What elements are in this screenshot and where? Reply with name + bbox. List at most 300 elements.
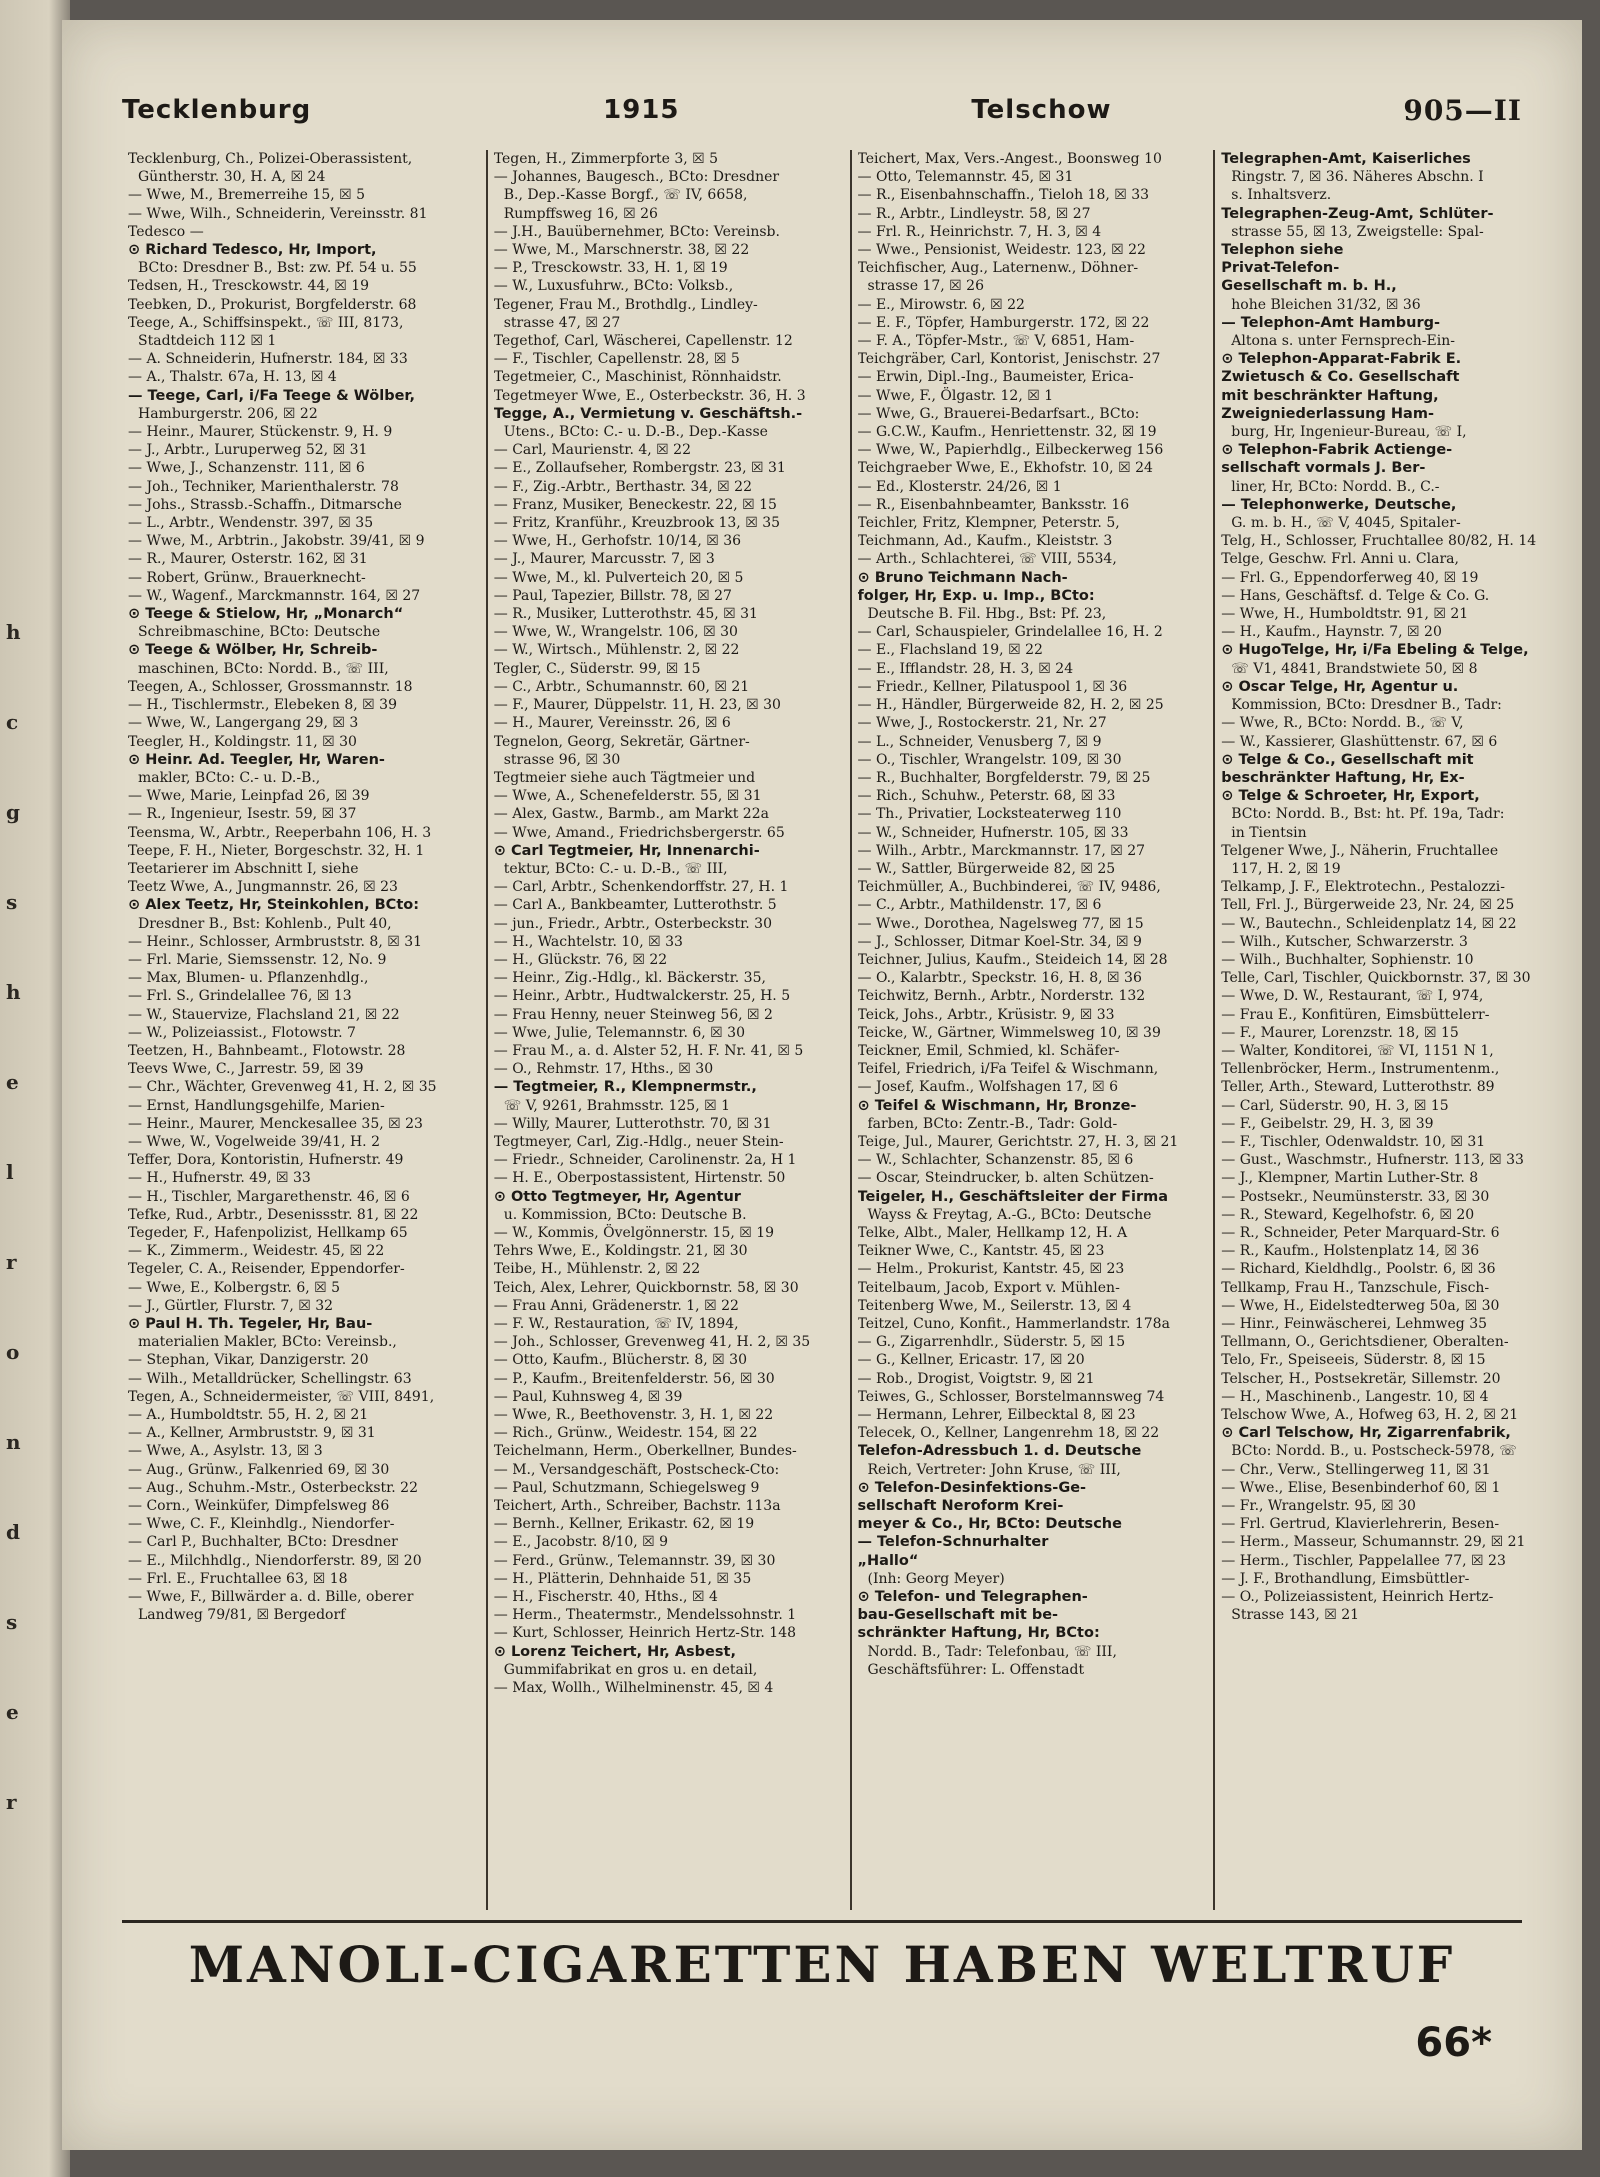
directory-entry: — J., Arbtr., Luruperweg 52, ☒ 31 [128,442,368,459]
directory-entry: Teichmüller, A., Buchbinderei, ☏ IV, 9486, [857,879,1161,896]
directory-entry: „Hallo“ [857,1552,919,1569]
directory-entry: G. m. b. H., ☏ V, 4045, Spitaler- [1231,515,1461,532]
directory-entry: — Wwe, R., Beethovenstr. 3, H. 1, ☒ 22 [493,1407,774,1424]
directory-entry: — E., Zollaufseher, Rombergstr. 23, ☒ 31 [493,460,786,477]
directory-entry: Teichgraeber Wwe, E., Ekhofstr. 10, ☒ 24 [857,460,1153,477]
directory-entry: — G.C.W., Kaufm., Henriettenstr. 32, ☒ 19 [857,424,1157,441]
directory-entry: bau-Gesellschaft mit be- [857,1607,1059,1624]
directory-entry: Teepe, F. H., Nieter, Borgeschstr. 32, H. 1 [128,842,425,859]
directory-entry: ⊙ Alex Teetz, Hr, Steinkohlen, BCto: [128,897,420,914]
directory-entry: — Postsekr., Neumünsterstr. 33, ☒ 30 [1221,1188,1490,1205]
directory-entry: Teller, Arth., Steward, Lutterothstr. 89 [1221,1079,1495,1096]
directory-entry: — Wwe, H., Gerhofstr. 10/14, ☒ 36 [493,533,742,550]
directory-entry: — J., Schlosser, Ditmar Koel-Str. 34, ☒ 9 [857,933,1142,950]
directory-entry: — J., Klempner, Martin Luther-Str. 8 [1221,1170,1479,1187]
directory-entry: Tedesco — [128,223,204,240]
directory-entry: Teige, Jul., Maurer, Gerichtstr. 27, H. 3, ☒ 21 [857,1133,1179,1150]
directory-entry: — A. Schneiderin, Hufnerstr. 184, ☒ 33 [128,351,408,368]
previous-page-fragment: s [6,1610,18,1634]
directory-entry: ⊙ Telge & Schroeter, Hr, Export, [1221,788,1480,805]
directory-entry: ⊙ Teege & Stielow, Hr, „Monarch“ [128,606,404,623]
directory-entry: s. Inhaltsverz. [1231,187,1332,204]
directory-entry: — Wwe, E., Kolbergstr. 6, ☒ 5 [128,1279,341,1296]
directory-entry: Tegen, H., Zimmerpforte 3, ☒ 5 [493,151,719,167]
directory-entry: — C., Arbtr., Mathildenstr. 17, ☒ 6 [857,897,1102,914]
directory-entry: Schreibmaschine, BCto: Deutsche [138,624,381,641]
directory-entry: — Wwe., Pensionist, Weidestr. 123, ☒ 22 [857,242,1146,259]
directory-entry: Teibe, H., Mühlenstr. 2, ☒ 22 [493,1261,701,1278]
directory-entry: — G., Kellner, Ericastr. 17, ☒ 20 [857,1352,1085,1369]
directory-entry: Nordd. B., Tadr: Telefonbau, ☏ III, [867,1643,1117,1660]
directory-entry: Tegtmeyer, Carl, Zig.-Hdlg., neuer Stein- [493,1133,784,1150]
directory-entry: — Frl. S., Grindelallee 76, ☒ 13 [128,988,352,1005]
directory-entry: — Carl, Arbtr., Schenkendorffstr. 27, H. 1 [493,879,789,896]
directory-entry: Telschow Wwe, A., Hofweg 63, H. 2, ☒ 21 [1221,1407,1519,1424]
directory-entry: — L., Arbtr., Wendenstr. 397, ☒ 35 [128,515,374,532]
directory-entry: — O., Polizeiassistent, Heinrich Hertz- [1221,1589,1494,1606]
directory-entry: Privat-Telefon- [1221,260,1340,277]
directory-entry: Teickner, Emil, Schmied, kl. Schäfer- [857,1042,1120,1059]
directory-entry: — Herm., Masseur, Schumannstr. 29, ☒ 21 [1221,1534,1526,1551]
directory-entry: — H., Fischerstr. 40, Hths., ☒ 4 [493,1589,718,1606]
directory-entry: — R., Ingenieur, Isestr. 59, ☒ 37 [128,806,357,823]
directory-entry: B., Dep.-Kasse Borgf., ☏ IV, 6658, [503,187,748,204]
directory-entry: Gesellschaft m. b. H., [1221,278,1397,295]
directory-entry: — Wwe, W., Papierhdlg., Eilbeckerweg 156 [857,442,1164,459]
directory-entry: — Wwe, M., Bremerreihe 15, ☒ 5 [128,187,366,204]
directory-entry: strasse 47, ☒ 27 [503,314,621,331]
directory-entry: — Wwe, C. F., Kleinhdlg., Niendorfer- [128,1516,395,1533]
directory-entry: Tegge, A., Vermietung v. Geschäftsh.- [493,405,803,422]
directory-entry: Tecklenburg, Ch., Polizei-Oberassistent, [128,151,413,167]
directory-entry: — Erwin, Dipl.-Ing., Baumeister, Erica- [857,369,1134,386]
directory-entry: Reich, Vertreter: John Kruse, ☏ III, [867,1461,1121,1478]
directory-entry: Dresdner B., Bst: Kohlenb., Pult 40, [138,915,392,932]
directory-entry: BCto: Nordd. B., u. Postscheck-5978, ☏ [1231,1443,1517,1460]
directory-entry: — Paul, Tapezier, Billstr. 78, ☒ 27 [493,587,732,604]
directory-entry: — Fritz, Kranführ., Kreuzbrook 13, ☒ 35 [493,515,781,532]
directory-entry: — Otto, Kaufm., Blücherstr. 8, ☒ 30 [493,1352,747,1369]
directory-entry: — Wwe, W., Vogelweide 39/41, H. 2 [128,1133,380,1150]
directory-entry: — Wwe, M., Arbtrin., Jakobstr. 39/41, ☒ 9 [128,533,425,550]
directory-entry: Tegetmeier, C., Maschinist, Rönnhaidstr. [493,369,782,386]
directory-entry: Ringstr. 7, ☒ 36. Näheres Abschn. I [1231,169,1484,186]
directory-entry: — Carl, Maurienstr. 4, ☒ 22 [493,442,691,459]
directory-entry: — H., Maschinenb., Langestr. 10, ☒ 4 [1221,1388,1489,1405]
directory-entry: — Johannes, Baugesch., BCto: Dresdner [493,169,780,186]
directory-entry: — Kurt, Schlosser, Heinrich Hertz-Str. 148 [493,1625,797,1642]
directory-entry: ⊙ Telephon-Apparat-Fabrik E. [1221,351,1462,368]
directory-entry: — Aug., Grünw., Falkenried 69, ☒ 30 [128,1461,390,1478]
directory-entry: — Wwe, J., Rostockerstr. 21, Nr. 27 [857,715,1107,732]
directory-entry: — Alex, Gastw., Barmb., am Markt 22a [493,806,769,823]
directory-entry: — R., Steward, Kegelhofstr. 6, ☒ 20 [1221,1206,1475,1223]
directory-entry: Teitenberg Wwe, M., Seilerstr. 13, ☒ 4 [857,1297,1132,1314]
directory-entry: Teichgräber, Carl, Kontorist, Jenischstr. 27 [857,351,1161,368]
directory-column [850,150,1214,1910]
directory-entry: ⊙ Teege & Wölber, Hr, Schreib- [128,642,378,659]
directory-entry: strasse 96, ☒ 30 [503,751,621,768]
directory-entry: — Joh., Schlosser, Grevenweg 41, H. 2, ☒ 35 [493,1334,811,1351]
previous-page-fragment: h [6,980,21,1004]
directory-entry: — Telephonwerke, Deutsche, [1221,496,1457,513]
directory-entry: — Hans, Geschäftsf. d. Telge & Co. G. [1221,587,1490,604]
directory-entry: ⊙ HugoTelge, Hr, i/Fa Ebeling & Telge, [1221,642,1529,659]
previous-page-fragment: l [6,1160,14,1184]
directory-entry: — Wwe, D. W., Restaurant, ☏ I, 974, [1221,988,1484,1005]
directory-entry: BCto: Dresdner B., Bst: zw. Pf. 54 u. 55 [138,260,417,277]
directory-entry: Teichler, Fritz, Klempner, Peterstr. 5, [857,515,1120,532]
directory-entry: — F., Maurer, Lorenzstr. 18, ☒ 15 [1221,1024,1459,1041]
directory-entry: — W., Luxusfuhrw., BCto: Volksb., [493,278,734,295]
directory-entry: Teetarierer im Abschnitt I, siehe [128,860,359,877]
directory-entry: ⊙ Paul H. Th. Tegeler, Hr, Bau- [128,1316,373,1332]
directory-entry: — R., Kaufm., Holstenplatz 14, ☒ 36 [1221,1243,1480,1260]
directory-entry: — F., Tischler, Capellenstr. 28, ☒ 5 [493,351,740,368]
directory-entry: Teicke, W., Gärtner, Wimmelsweg 10, ☒ 39 [857,1024,1161,1041]
directory-entry: Tellkamp, Frau H., Tanzschule, Fisch- [1221,1279,1490,1296]
directory-entry: — Teege, Carl, i/Fa Teege & Wölber, [128,387,415,404]
directory-entry: sellschaft vormals J. Ber- [1221,460,1426,477]
directory-entry: Teitzel, Cuno, Konfit., Hammerlandstr. 178a [857,1316,1170,1332]
directory-entry: — Bernh., Kellner, Erikastr. 62, ☒ 19 [493,1516,755,1533]
directory-entry: — Friedr., Schneider, Carolinenstr. 2a, H 1 [493,1152,797,1169]
directory-entry: — jun., Friedr., Arbtr., Osterbeckstr. 30 [493,915,772,932]
directory-entry: beschränkter Haftung, Hr, Ex- [1221,769,1465,786]
directory-entry: — H., Händler, Bürgerweide 82, H. 2, ☒ 25 [857,697,1164,714]
directory-entry: — R., Musiker, Lutterothstr. 45, ☒ 31 [493,606,758,623]
directory-entry: ⊙ Oscar Telge, Hr, Agentur u. [1221,678,1459,695]
advertisement-banner: MANOLI-CIGARETTEN HABEN WELTRUF [188,1935,1456,1994]
directory-entry: — Wwe, F., Ölgastr. 12, ☒ 1 [857,387,1054,404]
directory-entry: in Tientsin [1231,824,1307,841]
directory-entry: burg, Hr, Ingenieur-Bureau, ☏ I, [1231,424,1467,441]
previous-page-fragment: d [6,1520,20,1544]
directory-entry: Teevs Wwe, C., Jarrestr. 59, ☒ 39 [128,1061,364,1078]
directory-entry: — W., Wirtsch., Mühlenstr. 2, ☒ 22 [493,642,740,659]
directory-entry: meyer & Co., Hr, BCto: Deutsche [857,1516,1122,1533]
directory-entry: Teebken, D., Prokurist, Borgfelderstr. 68 [128,296,417,313]
directory-entry: folger, Hr, Exp. u. Imp., BCto: [857,587,1095,604]
directory-entry: — W., Kommis, Övelgönnerstr. 15, ☒ 19 [493,1224,775,1241]
bottom-rule [122,1920,1522,1923]
directory-entry: — Fr., Wrangelstr. 95, ☒ 30 [1221,1498,1416,1515]
directory-entry: — J. F., Brothandlung, Eimsbüttler- [1221,1570,1470,1587]
directory-entry: ⊙ Otto Tegtmeyer, Hr, Agentur [493,1188,741,1205]
directory-entry: Teege, A., Schiffsinspekt., ☏ III, 8173, [128,314,404,331]
directory-entry: — Carl, Süderstr. 90, H. 3, ☒ 15 [1221,1097,1449,1114]
directory-entry: Tellenbröcker, Herm., Instrumentenm., [1221,1061,1500,1078]
directory-entry: — A., Kellner, Armbruststr. 9, ☒ 31 [128,1425,376,1442]
directory-entry: Telephon siehe [1221,242,1344,259]
directory-entry: — O., Kalarbtr., Speckstr. 16, H. 8, ☒ 36 [857,970,1142,987]
directory-entry: — Aug., Schuhm.-Mstr., Osterbeckstr. 22 [128,1479,418,1496]
directory-entry: Tefke, Rud., Arbtr., Desenissstr. 81, ☒ 22 [128,1206,419,1223]
directory-entry: — R., Eisenbahnschaffn., Tieloh 18, ☒ 33 [857,187,1150,204]
directory-entry: — Wilh., Arbtr., Marckmannstr. 17, ☒ 27 [857,842,1146,859]
directory-entry: Teichelmann, Herm., Oberkellner, Bundes- [493,1443,797,1460]
directory-entry: — Wwe, Amand., Friedrichsbergerstr. 65 [493,824,785,841]
directory-entry: — G., Zigarrenhdlr., Süderstr. 5, ☒ 15 [857,1334,1126,1351]
directory-entry: ⊙ Telge & Co., Gesellschaft mit [1221,751,1474,768]
directory-entry: Telke, Albt., Maler, Hellkamp 12, H. A [857,1224,1128,1241]
directory-entry: — J., Maurer, Marcusstr. 7, ☒ 3 [493,551,715,568]
directory-entry: — K., Zimmerm., Weidestr. 45, ☒ 22 [128,1243,385,1260]
directory-entry: Telg, H., Schlosser, Fruchtallee 80/82, H. 14 [1221,533,1537,550]
directory-entry: — H., Tischler, Margarethenstr. 46, ☒ 6 [128,1188,410,1205]
directory-entry: — Rich., Schuhw., Peterstr. 68, ☒ 33 [857,788,1116,805]
directory-entry: Tegen, A., Schneidermeister, ☏ VIII, 8491, [128,1388,435,1405]
directory-entry: — Frau E., Konfitüren, Eimsbüttelerr- [1221,1006,1490,1023]
previous-page-fragment: e [6,1070,19,1094]
directory-entry: — Carl, Schauspieler, Grindelallee 16, H. 2 [857,624,1163,641]
directory-entry: Teetzen, H., Bahnbeamt., Flotowstr. 28 [128,1042,406,1059]
directory-entry: Geschäftsführer: L. Offenstadt [867,1661,1085,1678]
directory-entry: Tehrs Wwe, E., Koldingstr. 21, ☒ 30 [493,1243,748,1260]
directory-entry: ☏ V, 9261, Brahmsstr. 125, ☒ 1 [503,1097,730,1114]
directory-entry: Teichmann, Ad., Kaufm., Kleiststr. 3 [857,533,1113,550]
directory-entry: Zweigniederlassung Ham- [1221,405,1434,422]
previous-page-fragment: o [6,1340,20,1364]
directory-entry: — Wilh., Buchhalter, Sophienstr. 10 [1221,951,1474,968]
directory-entry: — R., Schneider, Peter Marquard-Str. 6 [1221,1224,1500,1241]
directory-entry: liner, Hr, BCto: Nordd. B., C.- [1231,478,1440,495]
directory-entry: Tegnelon, Georg, Sekretär, Gärtner- [493,733,750,750]
directory-columns [122,150,1577,1910]
directory-entry: hohe Bleichen 31/32, ☒ 36 [1231,296,1421,313]
previous-page-fragment: e [6,1700,19,1724]
directory-entry: — Hermann, Lehrer, Eilbecktal 8, ☒ 23 [857,1407,1136,1424]
directory-entry: — Heinr., Schlosser, Armbruststr. 8, ☒ 31 [128,933,423,950]
directory-entry: — Frl. G., Eppendorferweg 40, ☒ 19 [1221,569,1479,586]
directory-entry: — W., Schneider, Hufnerstr. 105, ☒ 33 [857,824,1129,841]
directory-entry: — Corn., Weinküfer, Dimpfelsweg 86 [128,1498,390,1515]
directory-entry: — C., Arbtr., Schumannstr. 60, ☒ 21 [493,678,750,695]
directory-entry: schränkter Haftung, Hr, BCto: [857,1625,1100,1642]
directory-entry: — Wilh., Kutscher, Schwarzerstr. 3 [1221,933,1468,950]
directory-entry: Teichert, Max, Vers.-Angest., Boonsweg 10 [857,151,1162,167]
directory-entry: ⊙ Telefon-Desinfektions-Ge- [857,1479,1087,1496]
directory-entry: — Frau Henny, neuer Steinweg 56, ☒ 2 [493,1006,773,1023]
directory-entry: — H., Kaufm., Haynstr. 7, ☒ 20 [1221,624,1442,641]
directory-entry: — Wwe., Dorothea, Nagelsweg 77, ☒ 15 [857,915,1144,932]
directory-entry: — J., Gürtler, Flurstr. 7, ☒ 32 [128,1297,334,1314]
directory-entry: ⊙ Heinr. Ad. Teegler, Hr, Waren- [128,751,385,768]
directory-entry: Zwietusch & Co. Gesellschaft [1221,369,1460,386]
directory-entry: Telgener Wwe, J., Näherin, Fruchtallee [1221,842,1499,859]
directory-entry: — Johs., Strassb.-Schaffn., Ditmarsche [128,496,402,513]
directory-entry: — E. F., Töpfer, Hamburgerstr. 172, ☒ 22 [857,314,1150,331]
page-header [122,80,1522,140]
directory-entry: ⊙ Lorenz Teichert, Hr, Asbest, [493,1643,736,1660]
directory-entry: — H., Maurer, Vereinsstr. 26, ☒ 6 [493,715,731,732]
directory-entry: maschinen, BCto: Nordd. B., ☏ III, [138,660,389,677]
previous-page-fragment: r [6,1790,17,1814]
directory-entry: — Carl A., Bankbeamter, Lutterothstr. 5 [493,897,777,914]
directory-entry: — Josef, Kaufm., Wolfshagen 17, ☒ 6 [857,1079,1119,1096]
directory-entry: — R., Arbtr., Lindleystr. 58, ☒ 27 [857,205,1091,222]
directory-entry: — H., Glückstr. 76, ☒ 22 [493,951,668,968]
directory-entry: — Paul, Kuhnsweg 4, ☒ 39 [493,1388,683,1405]
directory-entry: — F., Geibelstr. 29, H. 3, ☒ 39 [1221,1115,1434,1132]
directory-entry: — Wwe, M., kl. Pulverteich 20, ☒ 5 [493,569,744,586]
directory-entry: — W., Bautechn., Schleidenplatz 14, ☒ 22 [1221,915,1517,932]
directory-entry: materialien Makler, BCto: Vereinsb., [138,1334,397,1351]
directory-entry: — Wwe, H., Eidelstedterweg 50a, ☒ 30 [1221,1297,1500,1314]
directory-entry: Tegler, C., Süderstr. 99, ☒ 15 [493,660,701,677]
directory-entry: — E., Mirowstr. 6, ☒ 22 [857,296,1025,313]
directory-entry: — W., Wagenf., Marckmannstr. 164, ☒ 27 [128,587,421,604]
directory-entry: — Joh., Techniker, Marienthalerstr. 78 [128,478,399,495]
directory-entry: Teichner, Julius, Kaufm., Steideich 14, ☒ 28 [857,951,1168,968]
directory-entry: — Oscar, Steindrucker, b. alten Schützen- [857,1170,1154,1187]
directory-entry: — F., Tischler, Odenwaldstr. 10, ☒ 31 [1221,1133,1486,1150]
directory-entry: — Ernst, Handlungsgehilfe, Marien- [128,1097,385,1114]
directory-entry: — Wwe, H., Humboldtstr. 91, ☒ 21 [1221,606,1469,623]
directory-entry: — Richard, Kieldhdlg., Poolstr. 6, ☒ 36 [1221,1261,1496,1278]
directory-entry: — Otto, Telemannstr. 45, ☒ 31 [857,169,1074,186]
directory-entry: tektur, BCto: C.- u. D.-B., ☏ III, [503,860,728,877]
directory-entry: — Wwe, W., Wrangelstr. 106, ☒ 30 [493,624,738,641]
directory-entry: — Friedr., Kellner, Pilatuspool 1, ☒ 36 [857,678,1128,695]
directory-entry: — Paul, Schutzmann, Schiegelsweg 9 [493,1479,760,1496]
directory-column [486,150,850,1910]
directory-entry: — Arth., Schlachterei, ☏ VIII, 5534, [857,551,1117,568]
directory-entry: Wayss & Freytag, A.-G., BCto: Deutsche [867,1206,1152,1223]
directory-entry: — R., Buchhalter, Borgfelderstr. 79, ☒ 25 [857,769,1151,786]
directory-entry: Tegener, Frau M., Brothdlg., Lindley- [493,296,758,313]
directory-entry: — R., Maurer, Osterstr. 162, ☒ 31 [128,551,368,568]
directory-entry: — Wwe, A., Asylstr. 13, ☒ 3 [128,1443,323,1460]
directory-entry: strasse 55, ☒ 13, Zweigstelle: Spal- [1231,223,1484,240]
header-left-keyword: Tecklenburg [122,95,312,125]
directory-entry: — Helm., Prokurist, Kantstr. 45, ☒ 23 [857,1261,1125,1278]
directory-entry: — Heinr., Arbtr., Hudtwalckerstr. 25, H. 5 [493,988,791,1005]
previous-page-fragment: s [6,890,18,914]
directory-entry: — Frau M., a. d. Alster 52, H. F. Nr. 41, ☒ 5 [493,1042,804,1059]
directory-entry: u. Kommission, BCto: Deutsche B. [503,1206,747,1223]
previous-page-fragment: c [6,710,19,734]
directory-entry: — Gust., Waschmstr., Hufnerstr. 113, ☒ 33 [1221,1152,1524,1169]
directory-entry: — Frl. Marie, Siemssenstr. 12, No. 9 [128,951,387,968]
directory-entry: Gummifabrikat en gros u. en detail, [503,1661,758,1678]
directory-entry: — Willy, Maurer, Lutterothstr. 70, ☒ 31 [493,1115,772,1132]
directory-entry: — Franz, Musiker, Beneckestr. 22, ☒ 15 [493,496,777,513]
directory-entry: — Wwe, F., Billwärder a. d. Bille, oberer [128,1589,414,1606]
directory-entry: ⊙ Richard Tedesco, Hr, Import, [128,242,377,259]
directory-entry: — Heinr., Zig.-Hdlg., kl. Bäckerstr. 35, [493,970,766,987]
directory-entry: — Herm., Theatermstr., Mendelssohnstr. 1 [493,1607,797,1624]
directory-entry: ⊙ Bruno Teichmann Nach- [857,569,1068,586]
directory-entry: — Wwe, M., Marschnerstr. 38, ☒ 22 [493,242,750,259]
directory-entry: — E., Flachsland 19, ☒ 22 [857,642,1043,659]
directory-entry: — Wwe, Marie, Leinpfad 26, ☒ 39 [128,788,370,805]
directory-entry: — Carl P., Buchhalter, BCto: Dresdner [128,1534,398,1551]
directory-entry: — F. A., Töpfer-Mstr., ☏ V, 6851, Ham- [857,333,1135,350]
directory-entry: — Wwe, G., Brauerei-Bedarfsart., BCto: [857,405,1140,422]
directory-entry: Telegraphen-Amt, Kaiserliches [1221,151,1471,167]
directory-entry: BCto: Nordd. B., Bst: ht. Pf. 19a, Tadr: [1231,806,1505,823]
directory-entry: Tedsen, H., Tresckowstr. 44, ☒ 19 [128,278,370,295]
directory-entry: — Rich., Grünw., Weidestr. 154, ☒ 22 [493,1425,758,1442]
directory-entry: Kommission, BCto: Dresdner B., Tadr: [1231,697,1502,714]
directory-entry: — Wwe, Wilh., Schneiderin, Vereinsstr. 81 [128,205,428,222]
directory-entry: — Frl. E., Fruchtallee 63, ☒ 18 [128,1570,348,1587]
directory-entry: Hamburgerstr. 206, ☒ 22 [138,405,318,422]
directory-entry: — M., Versandgeschäft, Postscheck-Cto: [493,1461,780,1478]
previous-page-fragment: n [6,1430,21,1454]
directory-entry: — Wwe, Julie, Telemannstr. 6, ☒ 30 [493,1024,745,1041]
directory-entry: — Heinr., Maurer, Menckesallee 35, ☒ 23 [128,1115,423,1132]
directory-entry: — Telephon-Amt Hamburg- [1221,314,1440,331]
directory-entry: Telefon-Adressbuch 1. d. Deutsche [857,1443,1142,1460]
directory-entry: Tegethof, Carl, Wäscherei, Capellenstr. 12 [493,333,793,350]
directory-entry: Tegeder, F., Hafenpolizist, Hellkamp 65 [128,1224,408,1241]
directory-entry: Teegen, A., Schlosser, Grossmannstr. 18 [128,678,413,695]
directory-entry: Altona s. unter Fernsprech-Ein- [1231,333,1455,350]
directory-entry: Telge, Geschw. Frl. Anni u. Clara, [1221,551,1459,568]
directory-entry: ☏ V1, 4841, Brandstwiete 50, ☒ 8 [1231,660,1478,677]
directory-entry: — H., Plätterin, Dehnhaide 51, ☒ 35 [493,1570,752,1587]
directory-entry: Strasse 143, ☒ 21 [1231,1607,1360,1624]
directory-entry: — Ferd., Grünw., Telemannstr. 39, ☒ 30 [493,1552,776,1569]
directory-entry: — E., Ifflandstr. 28, H. 3, ☒ 24 [857,660,1074,677]
directory-entry: — Chr., Verw., Stellingerweg 11, ☒ 31 [1221,1461,1491,1478]
directory-entry: Telkamp, J. F., Elektrotechn., Pestalozzi- [1221,879,1505,896]
directory-entry: Tegtmeier siehe auch Tägtmeier und [493,769,756,786]
directory-entry: — Wwe, W., Langergang 29, ☒ 3 [128,715,359,732]
directory-entry: — Chr., Wächter, Grevenweg 41, H. 2, ☒ 35 [128,1079,437,1096]
directory-entry: — Wwe, A., Schenefelderstr. 55, ☒ 31 [493,788,762,805]
directory-entry: — A., Humboldtstr. 55, H. 2, ☒ 21 [128,1407,369,1424]
header-right-keyword: Telschow [971,95,1112,125]
directory-entry: Teigeler, H., Geschäftsleiter der Firma [857,1188,1169,1205]
directory-entry: — Wwe., Elise, Besenbinderhof 60, ☒ 1 [1221,1479,1501,1496]
directory-entry: ⊙ Teifel & Wischmann, Hr, Bronze- [857,1097,1137,1114]
directory-entry: ⊙ Telefon- und Telegraphen- [857,1589,1088,1606]
directory-entry: — O., Tischler, Wrangelstr. 109, ☒ 30 [857,751,1122,768]
directory-entry: Telle, Carl, Tischler, Quickbornstr. 37, ☒ 30 [1221,970,1531,987]
directory-entry: — P., Kaufm., Breitenfelderstr. 56, ☒ 30 [493,1370,775,1387]
directory-entry: Teifel, Friedrich, i/Fa Teifel & Wischmann, [857,1061,1159,1078]
directory-entry: — H., Hufnerstr. 49, ☒ 33 [128,1170,311,1187]
directory-entry: Tegeler, C. A., Reisender, Eppendorfer- [128,1261,405,1278]
directory-entry: — Ed., Klosterstr. 24/26, ☒ 1 [857,478,1062,495]
directory-entry: farben, BCto: Zentr.-B., Tadr: Gold- [867,1115,1118,1132]
directory-entry: — W., Kassierer, Glashüttenstr. 67, ☒ 6 [1221,733,1498,750]
directory-entry: — Rob., Drogist, Voigtstr. 9, ☒ 21 [857,1370,1095,1387]
directory-entry: — O., Rehmstr. 17, Hths., ☒ 30 [493,1061,714,1078]
directory-entry: Teichwitz, Bernh., Arbtr., Norderstr. 132 [857,988,1146,1005]
directory-entry: ⊙ Telephon-Fabrik Actienge- [1221,442,1453,459]
directory-entry: Stadtdeich 112 ☒ 1 [138,333,277,350]
directory-entry: Güntherstr. 30, H. A, ☒ 24 [138,169,326,186]
page-number: 905—II [1403,93,1522,127]
directory-entry: — Frl. Gertrud, Klavierlehrerin, Besen- [1221,1516,1500,1533]
directory-entry: — P., Tresckowstr. 33, H. 1, ☒ 19 [493,260,728,277]
directory-entry: Telegraphen-Zeug-Amt, Schlüter- [1221,205,1494,222]
directory-entry: (Inh: Georg Meyer) [867,1570,1005,1587]
directory-entry: — A., Thalstr. 67a, H. 13, ☒ 4 [128,369,337,386]
sheet-mark: 66* [1415,2020,1492,2066]
directory-entry: — F., Maurer, Düppelstr. 11, H. 23, ☒ 30 [493,697,781,714]
directory-column [1213,150,1577,1910]
directory-entry: — Frl. R., Heinrichstr. 7, H. 3, ☒ 4 [857,223,1102,240]
directory-entry: — W., Stauervize, Flachsland 21, ☒ 22 [128,1006,400,1023]
directory-entry: Telscher, H., Postsekretär, Sillemstr. 20 [1221,1370,1501,1387]
directory-entry: Teichert, Arth., Schreiber, Bachstr. 113a [493,1498,781,1515]
directory-entry: — Walter, Konditorei, ☏ VI, 1151 N 1, [1221,1042,1494,1059]
